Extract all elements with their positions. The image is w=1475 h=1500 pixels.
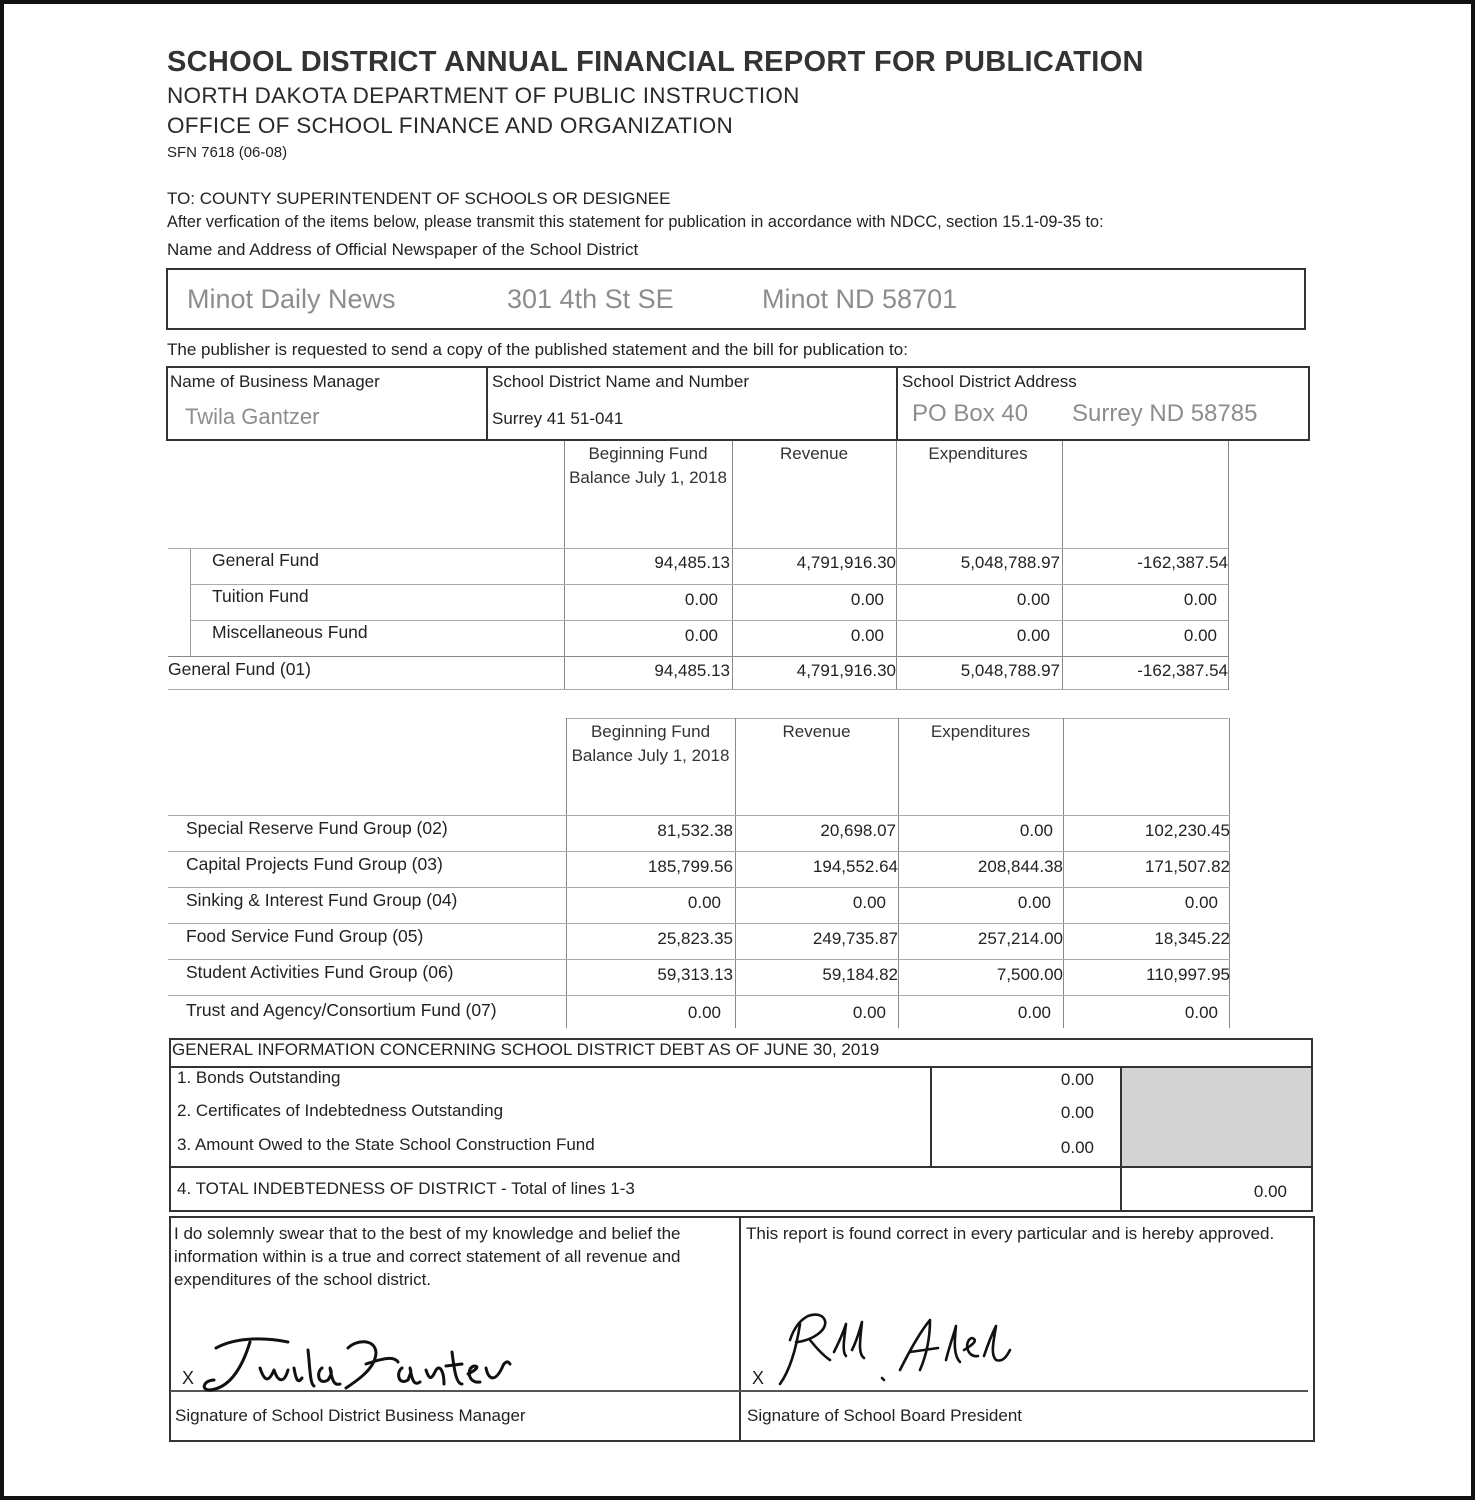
cell-expenditures: 0.00 <box>1016 590 1050 609</box>
cell-begin: 0.00 <box>684 590 718 609</box>
divider <box>486 367 488 439</box>
cell-ending: 110,997.95 <box>1146 965 1230 984</box>
newspaper-street: 301 4th St SE <box>507 284 674 314</box>
row-label: Tuition Fund <box>212 586 309 606</box>
cell-expenditures: 0.00 <box>1019 821 1053 840</box>
manager-name: Twila Gantzer <box>185 404 320 429</box>
cell-expenditures: 257,214.00 <box>977 929 1063 948</box>
col-header-expenditures: Expenditures <box>930 722 1031 741</box>
debt-item-value: 0.00 <box>1060 1070 1094 1089</box>
col-header-beginning: Beginning Fund Balance July 1, 2018 <box>571 722 730 765</box>
cell-revenue: 0.00 <box>850 626 884 645</box>
cell-revenue: 59,184.82 <box>822 965 898 984</box>
cell-ending: 102,230.45 <box>1144 821 1230 840</box>
cell-revenue: 249,735.87 <box>812 929 898 948</box>
debt-item-label: 3. Amount Owed to the State School Construction Fund <box>177 1135 595 1154</box>
row-label: Student Activities Fund Group (06) <box>186 962 454 982</box>
president-signature-image <box>770 1300 1030 1400</box>
cell-begin: 94,485.13 <box>654 553 730 572</box>
row-label: General Fund (01) <box>168 659 311 679</box>
report-title: SCHOOL DISTRICT ANNUAL FINANCIAL REPORT FOR PUBLICATION <box>167 46 1144 78</box>
cell-revenue: 0.00 <box>852 1003 886 1022</box>
cell-ending: -162,387.54 <box>1137 661 1228 680</box>
cell-revenue: 4,791,916.30 <box>796 661 896 680</box>
cell-ending: 171,507.82 <box>1144 857 1230 876</box>
publisher-note: The publisher is requested to send a copy of the published statement and the bill for publication to: <box>167 340 908 359</box>
cell-begin: 0.00 <box>687 893 721 912</box>
district-value: Surrey 41 51-041 <box>492 409 624 428</box>
cell-revenue: 194,552.64 <box>812 857 898 876</box>
cell-expenditures: 0.00 <box>1016 626 1050 645</box>
row-label: Special Reserve Fund Group (02) <box>186 818 448 838</box>
row-label: Miscellaneous Fund <box>212 622 368 642</box>
cell-begin: 25,823.35 <box>657 929 733 948</box>
cell-expenditures: 5,048,788.97 <box>960 553 1060 572</box>
newspaper-name: Minot Daily News <box>187 284 396 314</box>
debt-item-value: 0.00 <box>1060 1103 1094 1122</box>
manager-signature-label: Signature of School District Business Manager <box>175 1406 526 1425</box>
cell-begin: 81,532.38 <box>657 821 733 840</box>
approval-text: This report is found correct in every particular and is hereby approved. <box>746 1224 1275 1243</box>
department-name: NORTH DAKOTA DEPARTMENT OF PUBLIC INSTRUCTION <box>167 83 800 108</box>
recipient-line: TO: COUNTY SUPERINTENDENT OF SCHOOLS OR DESIGNEE <box>167 189 671 208</box>
row-label: Sinking & Interest Fund Group (04) <box>186 890 458 910</box>
total-indebtedness-value: 0.00 <box>1253 1182 1287 1201</box>
oath-text: I do solemnly swear that to the best of my knowledge and belief the information within is a true and correct statement of all revenue and expenditures of the school district. <box>174 1224 681 1289</box>
row-label: Trust and Agency/Consortium Fund (07) <box>186 1000 497 1020</box>
office-name: OFFICE OF SCHOOL FINANCE AND ORGANIZATION <box>167 113 734 138</box>
col-header-revenue: Revenue <box>782 722 851 741</box>
debt-item-label: 1. Bonds Outstanding <box>177 1068 341 1087</box>
cell-begin: 0.00 <box>684 626 718 645</box>
address-city: Surrey ND 58785 <box>1072 400 1258 427</box>
cell-begin: 59,313.13 <box>657 965 733 984</box>
cell-expenditures: 0.00 <box>1017 893 1051 912</box>
x-mark: X <box>182 1368 195 1388</box>
debt-item-label: 2. Certificates of Indebtedness Outstanding <box>177 1101 504 1120</box>
row-label: Capital Projects Fund Group (03) <box>186 854 443 874</box>
cell-ending: -162,387.54 <box>1137 553 1228 572</box>
newspaper-label: Name and Address of Official Newspaper of the School District <box>167 240 639 259</box>
cell-revenue: 0.00 <box>852 893 886 912</box>
col-header-beginning: Beginning Fund Balance July 1, 2018 <box>569 444 727 487</box>
divider <box>896 367 898 439</box>
newspaper-city: Minot ND 58701 <box>762 284 958 314</box>
col-header-revenue: Revenue <box>779 444 849 463</box>
cell-ending: 0.00 <box>1184 1003 1218 1022</box>
cell-expenditures: 0.00 <box>1017 1003 1051 1022</box>
cell-expenditures: 5,048,788.97 <box>960 661 1060 680</box>
manager-label: Name of Business Manager <box>170 372 380 391</box>
cell-ending: 0.00 <box>1184 893 1218 912</box>
cell-expenditures: 7,500.00 <box>996 965 1063 984</box>
form-number: SFN 7618 (06-08) <box>167 144 288 161</box>
address-label: School District Address <box>902 372 1077 391</box>
district-label: School District Name and Number <box>492 372 749 391</box>
verification-instructions: After verfication of the items below, please transmit this statement for publication in accordance with NDCC, section 15.1-09-35 to: <box>167 213 1104 231</box>
cell-begin: 94,485.13 <box>654 661 730 680</box>
cell-ending: 0.00 <box>1183 590 1217 609</box>
col-header-expenditures: Expenditures <box>928 444 1028 463</box>
shaded-cell <box>1122 1068 1311 1166</box>
address-po: PO Box 40 <box>912 400 1029 427</box>
cell-begin: 0.00 <box>687 1003 721 1022</box>
row-label: General Fund <box>212 550 320 570</box>
cell-revenue: 20,698.07 <box>820 821 896 840</box>
cell-revenue: 0.00 <box>850 590 884 609</box>
president-signature-label: Signature of School Board President <box>747 1406 1023 1425</box>
cell-begin: 185,799.56 <box>647 857 733 876</box>
cell-ending: 0.00 <box>1183 626 1217 645</box>
cell-expenditures: 208,844.38 <box>977 857 1063 876</box>
cell-revenue: 4,791,916.30 <box>796 553 896 572</box>
row-label: Food Service Fund Group (05) <box>186 926 424 946</box>
x-mark: X <box>752 1368 765 1388</box>
debt-heading: GENERAL INFORMATION CONCERNING SCHOOL DISTRICT DEBT AS OF JUNE 30, 2019 <box>172 1040 880 1059</box>
debt-item-value: 0.00 <box>1060 1138 1094 1157</box>
total-indebtedness-label: 4. TOTAL INDEBTEDNESS OF DISTRICT - Total of lines 1-3 <box>177 1179 635 1198</box>
cell-ending: 18,345.22 <box>1154 929 1230 948</box>
